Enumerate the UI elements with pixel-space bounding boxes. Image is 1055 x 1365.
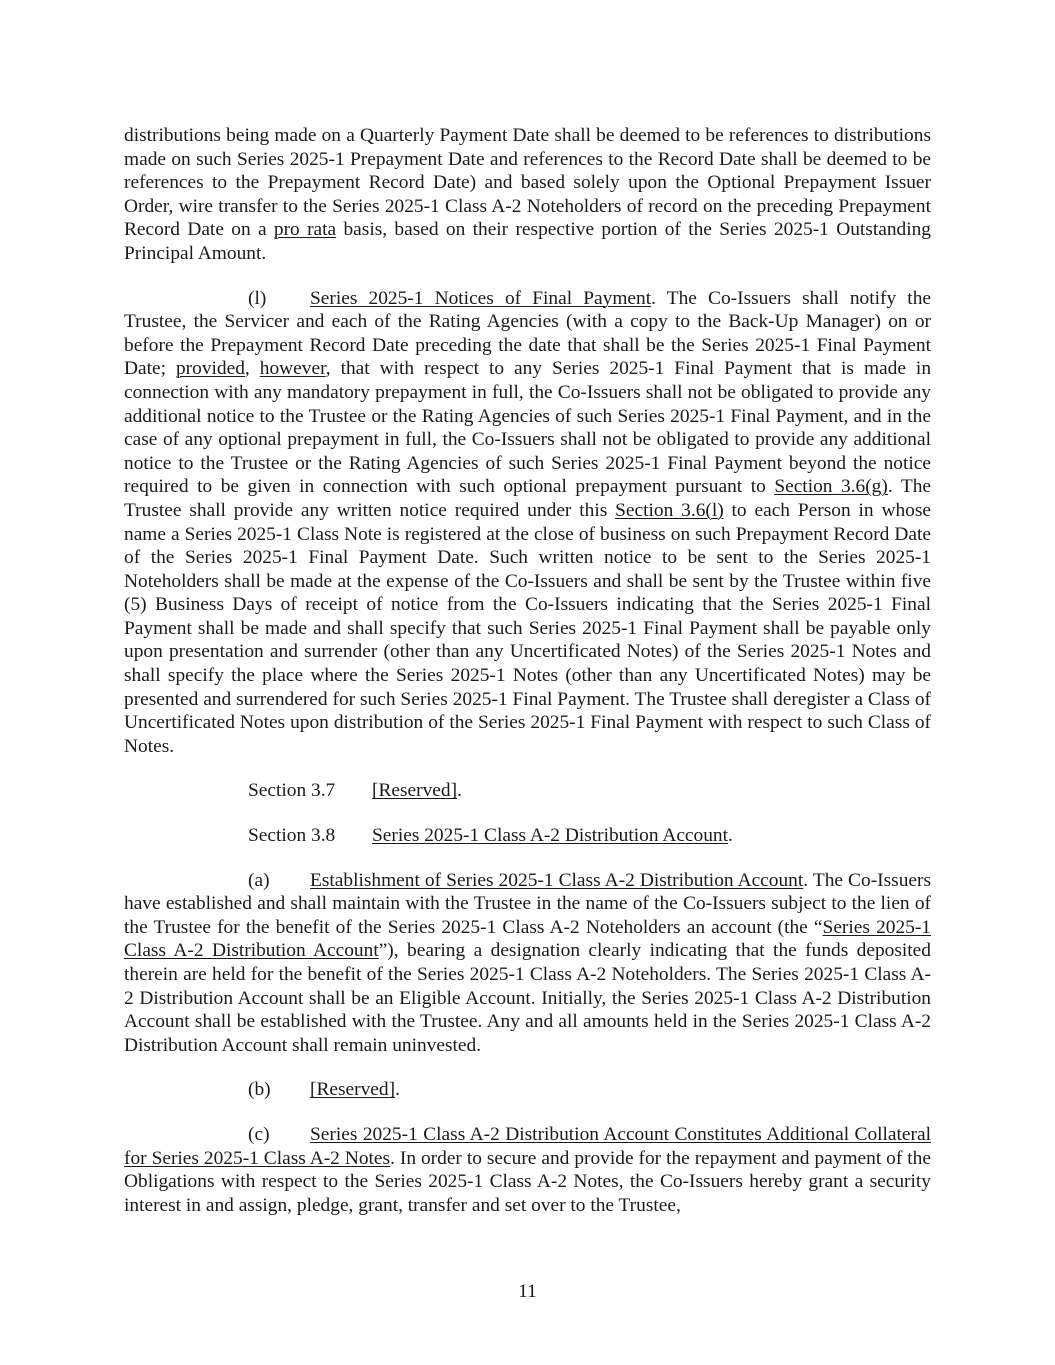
section-number: Section 3.8: [248, 825, 336, 847]
paragraph-text: . The Co-Issuers shall notify the Trustee, the Servicer and each of the Rating Agencies (with a copy to the Back-Up Manager) on or before the Prepayment Record Date preceding the date that shall be the Series 2025-1 Final Payment Date;: [124, 287, 931, 380]
paragraph-title: Establishment of Series 2025-1 Class A-2 Distribution Account: [310, 869, 804, 891]
paragraph-label: (l): [248, 287, 267, 309]
paragraph-l: [124, 287, 931, 759]
paragraph-a: [124, 869, 931, 1058]
page-number: 11: [518, 1281, 537, 1302]
however-term: however: [259, 358, 326, 380]
pro-rata-term: pro rata: [273, 219, 337, 241]
paragraph-text: , that with respect to any Series 2025-1 Final Payment that is made in connection with any mandatory prepayment in full, the Co-Issuers shall not be obligated to provide any additional notice to the Trustee or the Rating Agencies of such Series 2025-1 Final Payment, and in the case of any optional prepayment in full, the Co-Issuers shall not be obligated to provide any additional notice to the Trustee or the Rating Agencies of such Series 2025-1 Final Payment beyond the notice required to be given in connection with such optional prepayment pursuant to: [124, 358, 932, 498]
paragraph-text: ,: [244, 358, 260, 380]
section-reference: Section 3.6(g): [774, 476, 888, 498]
paragraph-text: to each Person in whose name a Series 2025-1 Class Note is registered at the close of business on such Prepayment Record Date of the Series 2025-1 Final Payment Date. Such written notice to be sent to the Series 2025-1 Noteholders shall be made at the expense of the Co-Issuers and shall be sent by the Trustee within five (5) Business Days of receipt of notice from the Co-Issuers indicating that the Series 2025-1 Final Payment shall be made and shall specify that such Series 2025-1 Final Payment shall be payable only upon presentation and surrender (other than any Uncertificated Notes) of the Series 2025-1 Notes and shall specify the place where the Series 2025-1 Notes (other than any Uncertificated Notes) may be presented and surrendered for such Series 2025-1 Final Payment. The Trustee shall deregister a Class of Uncertificated Notes upon distribution of the Series 2025-1 Final Payment with respect to such Class of Notes.: [124, 499, 931, 757]
defined-term: Series 2025-1 Class A-2 Distribution Account: [124, 916, 931, 962]
opening-paragraph-text: distributions being made on a Quarterly Payment Date shall be deemed to be references to distributions made on such Series 2025-1 Prepayment Date and references to the Record Date shall be deemed to be references to the Prepayment Record Date) and based solely upon the Optional Prepayment Issuer Order, wire transfer to the Series 2025-1 Class A-2 Noteholders of record on the preceding Prepayment Record Date on a: [124, 125, 931, 241]
paragraph-punctuation: .: [395, 1079, 400, 1101]
paragraph-label: (a): [248, 869, 270, 891]
section-reference: Section 3.6(l): [615, 499, 724, 521]
section-3-8-heading: [248, 824, 931, 848]
document-page: [124, 124, 931, 1217]
section-punctuation: .: [457, 780, 462, 802]
section-3-7-heading: [248, 779, 931, 803]
section-title: Series 2025-1 Class A-2 Distribution Account: [372, 825, 729, 847]
paragraph-title: Series 2025-1 Class A-2 Distribution Account Constitutes Additional Collateral for Series 2025-1 Class A-2 Notes: [124, 1123, 931, 1169]
opening-paragraph-end: basis, based on their respective portion of the Series 2025-1 Outstanding Principal Amount.: [124, 219, 931, 264]
paragraph-c: [124, 1123, 931, 1217]
section-title: [Reserved]: [372, 780, 458, 802]
section-number: Section 3.7: [248, 780, 336, 802]
opening-paragraph: [124, 124, 931, 266]
paragraph-text: ”), bearing a designation clearly indicating that the funds deposited therein are held for the benefit of the Series 2025-1 Class A-2 Noteholders. The Series 2025-1 Class A-2 Distribution Account shall be an Eligible Account. Initially, the Series 2025-1 Class A-2 Distribution Account shall be established with the Trustee. Any and all amounts held in the Series 2025-1 Class A-2 Distribution Account shall remain uninvested.: [124, 940, 931, 1056]
paragraph-label: (c): [248, 1123, 270, 1145]
paragraph-text: . In order to secure and provide for the repayment and payment of the Obligations with respect to the Series 2025-1 Class A-2 Notes, the Co-Issuers hereby grant a security interest in and assign, pledge, grant, transfer and set over to the Trustee,: [124, 1147, 931, 1216]
paragraph-text: . The Co-Issuers have established and shall maintain with the Trustee in the name of the Co-Issuers subject to the lien of the Trustee for the benefit of the Series 2025-1 Class A-2 Noteholders an account (the “: [124, 869, 932, 938]
paragraph-title: Series 2025-1 Notices of Final Payment: [310, 287, 652, 309]
paragraph-text: . The Trustee shall provide any written notice required under this: [124, 476, 931, 521]
paragraph-label: (b): [248, 1079, 271, 1101]
paragraph-title: [Reserved]: [310, 1079, 396, 1101]
provided-term: provided: [175, 358, 245, 380]
section-punctuation: .: [728, 825, 733, 847]
paragraph-b: [248, 1078, 931, 1102]
